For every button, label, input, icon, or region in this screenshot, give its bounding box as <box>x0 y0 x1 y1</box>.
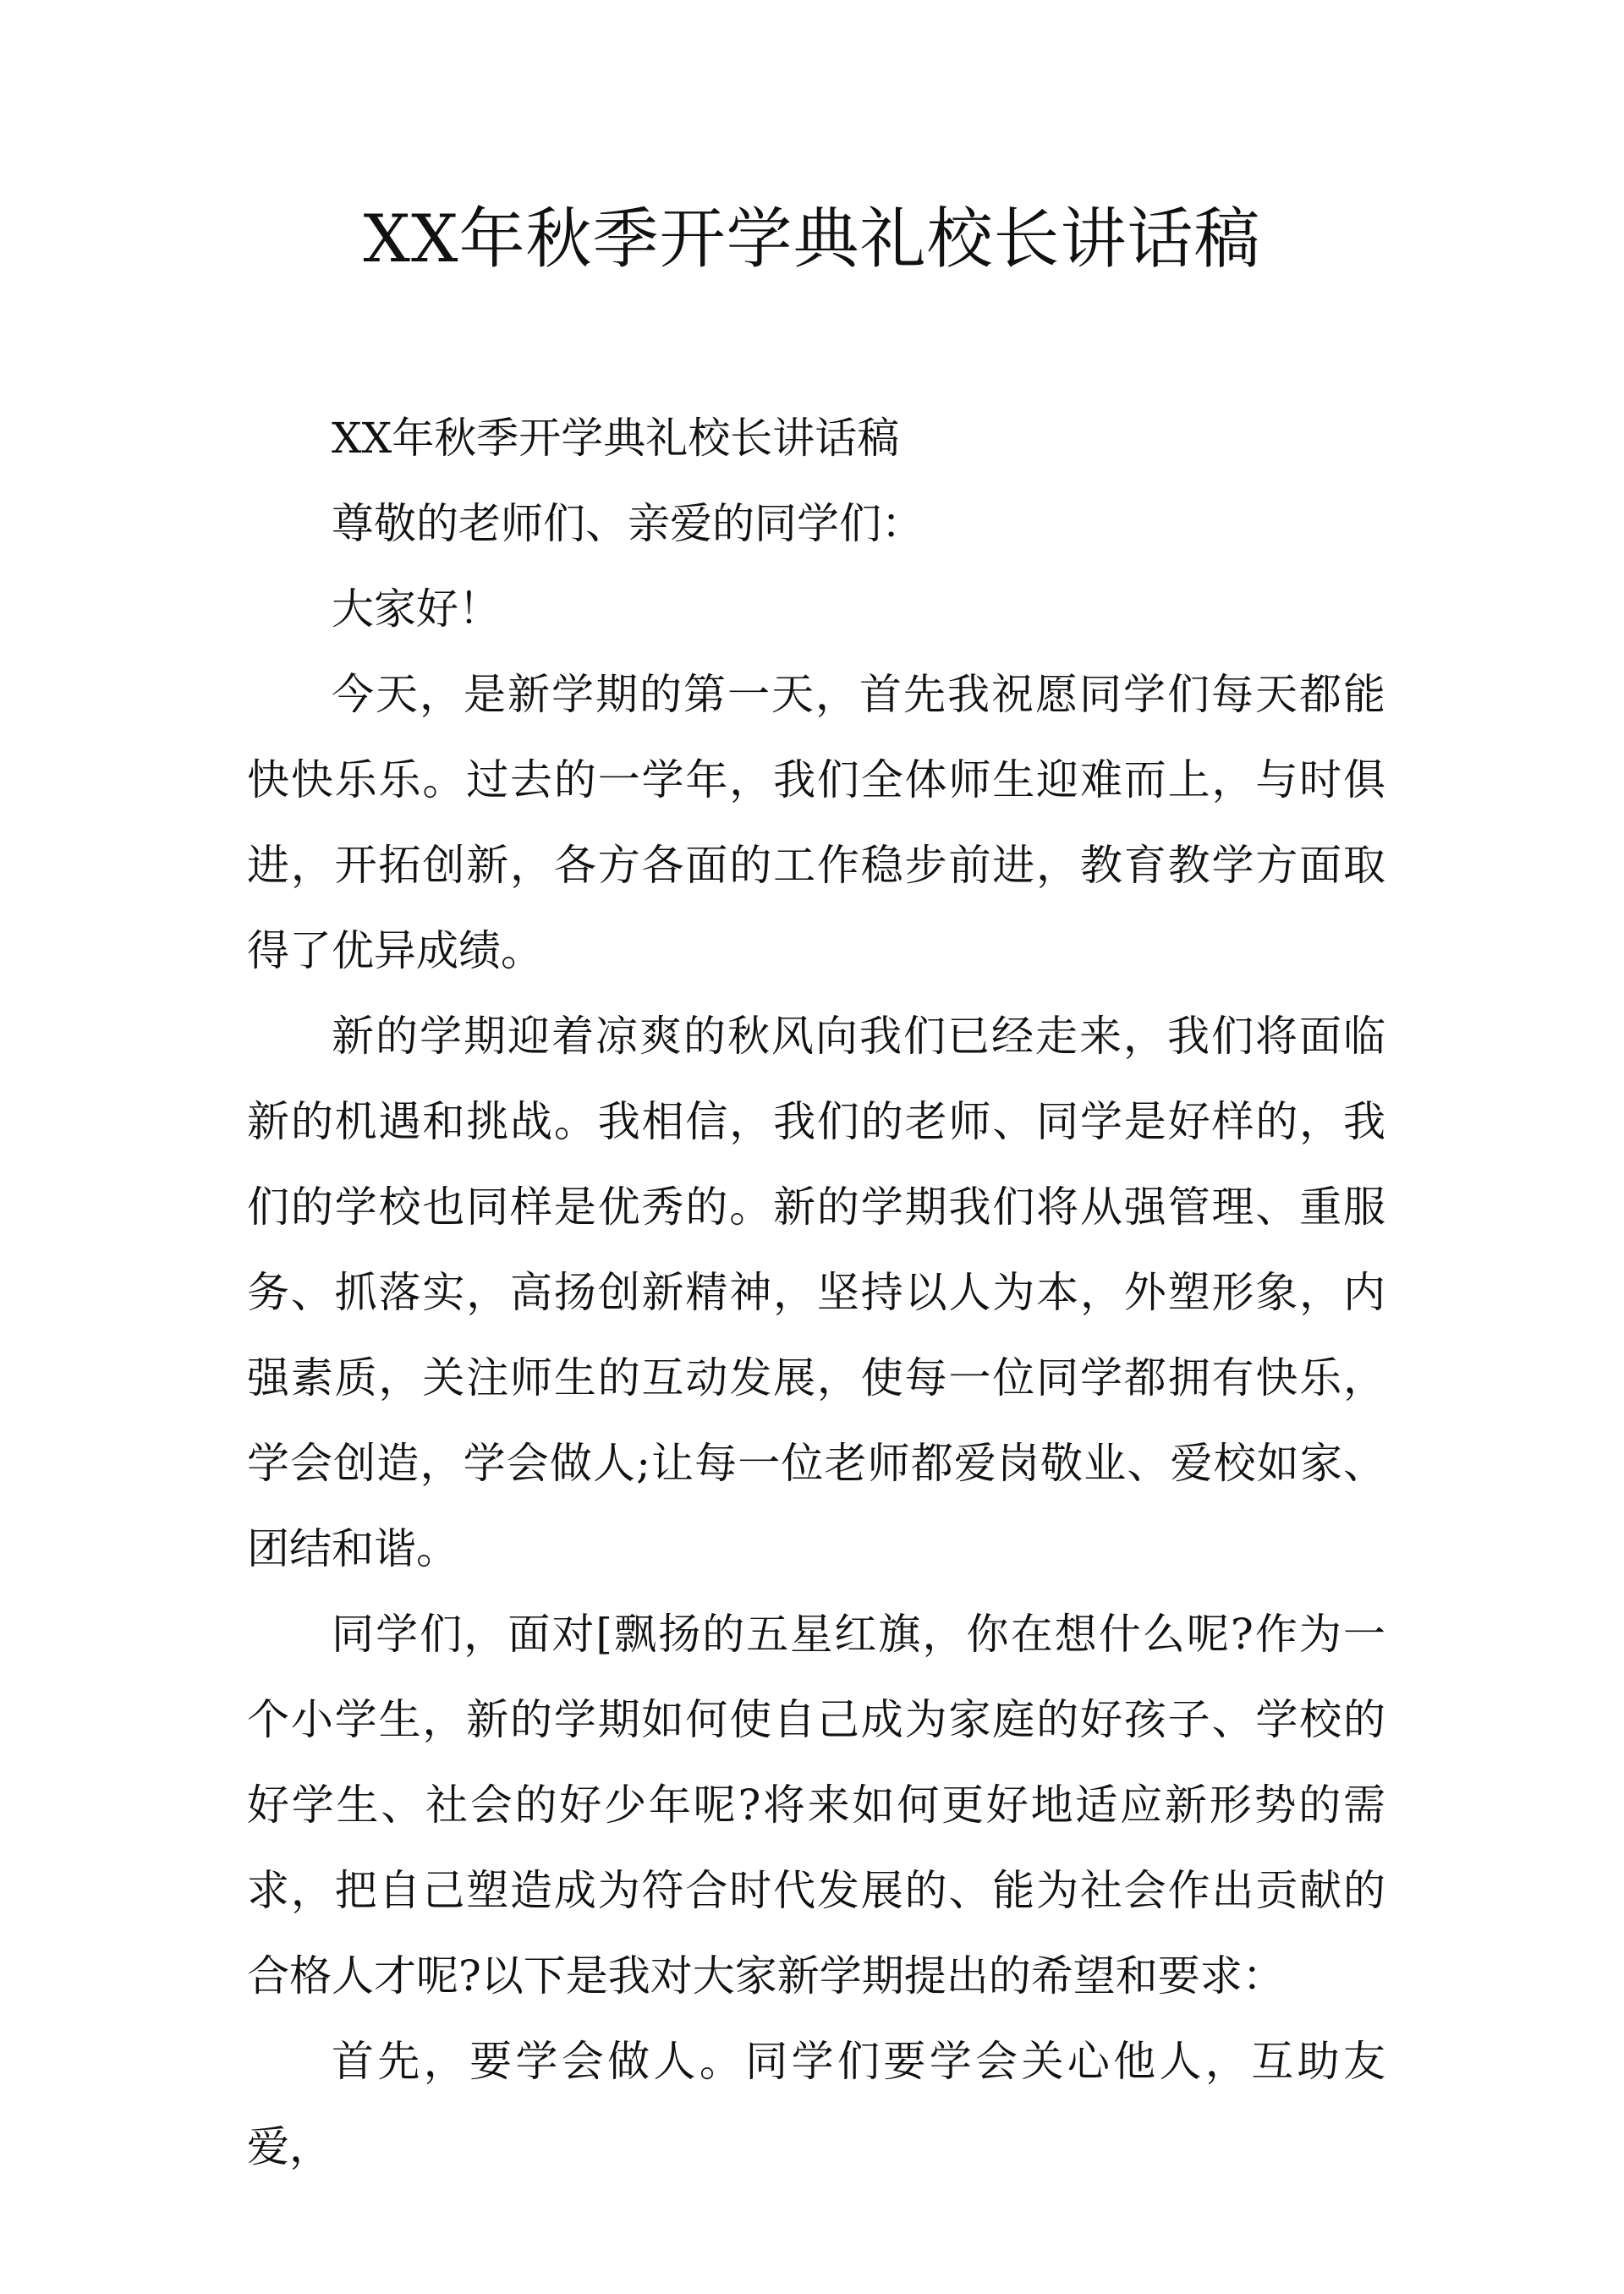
paragraph: 首先，要学会做人。同学们要学会关心他人，互助友爱， <box>247 2037 1385 2171</box>
paragraph-salutation: 尊敬的老师们、亲爱的同学们： <box>332 499 924 548</box>
paragraph: 今天，是新学期的第一天，首先我祝愿同学们每天都能快快乐乐。过去的一学年，我们全体师生迎难而上，与时俱进，开拓创新，各方各面的工作稳步前进，教育教学方面取得了优异成绩。 <box>247 670 1385 975</box>
paragraph: 同学们，面对[飘扬的五星红旗，你在想什么呢?作为一个小学生，新的学期如何使自己成为家庭的好孩子、学校的好学生、社会的好少年呢?将来如何更好地适应新形势的需求，把自己塑造成为符合时代发展的、能为社会作出贡献的合格人才呢?以下是我对大家新学期提出的希望和要求： <box>247 1610 1385 2000</box>
document-title: XX年秋季开学典礼校长讲话稿 <box>363 201 1261 277</box>
paragraph: 新的学期迎着凉爽的秋风向我们已经走来，我们将面临新的机遇和挑战。我相信，我们的老师、同学是好样的，我们的学校也同样是优秀的。新的学期我们将从强管理、重服务、抓落实，高扬创新精神，坚持以人为本，外塑形象，内强素质，关注师生的互动发展，使每一位同学都拥有快乐，学会创造，学会做人;让每一位老师都爱岗敬业、爱校如家、团结和谐。 <box>247 1012 1385 1573</box>
paragraph-subtitle: XX年秋季开学典礼校长讲话稿 <box>332 414 900 463</box>
document-body <box>247 396 1385 2190</box>
paragraph-greeting: 大家好！ <box>332 584 501 634</box>
